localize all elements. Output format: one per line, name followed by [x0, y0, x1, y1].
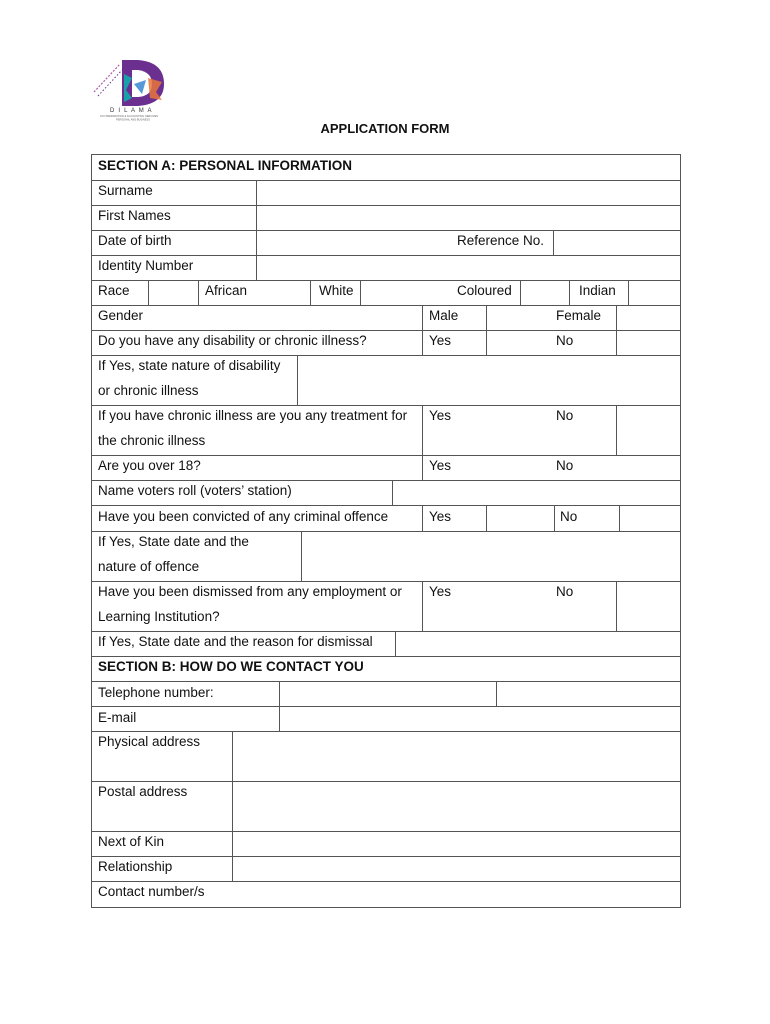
convicted-question: Have you been convicted of any criminal offence	[98, 509, 389, 524]
over-18-yes-checkbox[interactable]	[487, 456, 547, 480]
dismissed-yes-checkbox[interactable]	[487, 582, 547, 631]
telephone-label: Telephone number:	[98, 685, 214, 700]
race-indian-checkbox[interactable]	[629, 281, 680, 305]
gender-label: Gender	[98, 308, 144, 323]
dismissed-no-label: No	[556, 584, 574, 599]
race-indian-label: Indian	[579, 283, 616, 298]
over-18-question: Are you over 18?	[98, 458, 201, 473]
race-white-label: White	[319, 283, 354, 298]
disability-nature-input[interactable]	[298, 356, 680, 405]
convicted-yes-label: Yes	[429, 509, 452, 524]
contact-numbers-input[interactable]	[233, 882, 680, 907]
offence-details-input[interactable]	[302, 532, 680, 581]
dismissed-no-checkbox[interactable]	[617, 582, 680, 631]
treatment-yes-checkbox[interactable]	[487, 406, 547, 455]
disability-nature-label-1: If Yes, state nature of disability	[98, 358, 281, 373]
contact-numbers-label: Contact number/s	[98, 884, 205, 899]
dismissal-reason-input[interactable]	[396, 632, 680, 656]
logo-mark-icon	[94, 60, 164, 106]
voters-roll-label: Name voters roll (voters’ station)	[98, 483, 292, 498]
first-names-input[interactable]	[257, 206, 680, 230]
page-title: APPLICATION FORM	[320, 121, 450, 136]
treatment-question-1: If you have chronic illness are you any treatment for	[98, 408, 408, 423]
convicted-no-label: No	[560, 509, 578, 524]
email-label: E-mail	[98, 710, 137, 725]
company-logo	[92, 54, 192, 124]
over-18-no-checkbox[interactable]	[617, 456, 680, 480]
treatment-question-2: the chronic illness	[98, 433, 206, 448]
dismissed-yes-label: Yes	[429, 584, 452, 599]
disability-question: Do you have any disability or chronic illness?	[98, 333, 367, 348]
relationship-input[interactable]	[233, 857, 680, 881]
disability-no-label: No	[556, 333, 574, 348]
voters-roll-input[interactable]	[393, 481, 680, 505]
convicted-no-checkbox[interactable]	[620, 506, 680, 531]
race-coloured-label: Coloured	[457, 283, 512, 298]
disability-no-checkbox[interactable]	[617, 331, 680, 355]
treatment-no-label: No	[556, 408, 574, 423]
convicted-yes-checkbox[interactable]	[487, 506, 554, 531]
logo-letters: D I L A M A	[110, 108, 153, 114]
next-of-kin-label: Next of Kin	[98, 834, 165, 849]
telephone-input[interactable]	[280, 682, 496, 706]
surname-label: Surname	[98, 183, 153, 198]
treatment-yes-label: Yes	[429, 408, 452, 423]
logo-tagline-2: PERSONAL AND BUSINESS	[116, 118, 150, 122]
relationship-label: Relationship	[98, 859, 173, 874]
treatment-no-checkbox[interactable]	[617, 406, 680, 455]
section-a-heading: SECTION A: PERSONAL INFORMATION	[98, 158, 353, 173]
reference-no-input[interactable]	[554, 231, 680, 255]
dismissal-reason-label: If Yes, State date and the reason for dismissal	[98, 634, 373, 649]
offence-details-label-1: If Yes, State date and the	[98, 534, 249, 549]
dismissed-question-1: Have you been dismissed from any employment or	[98, 584, 402, 599]
postal-address-label: Postal address	[98, 784, 188, 799]
gender-female-checkbox[interactable]	[617, 306, 680, 330]
application-form-table	[91, 154, 681, 908]
gender-male-checkbox[interactable]	[487, 306, 547, 330]
physical-address-input[interactable]	[233, 732, 680, 781]
disability-yes-label: Yes	[429, 333, 452, 348]
physical-address-label: Physical address	[98, 734, 201, 749]
next-of-kin-input[interactable]	[233, 832, 680, 856]
dismissed-question-2: Learning Institution?	[98, 609, 220, 624]
postal-address-input[interactable]	[233, 782, 680, 831]
race-african-label: African	[205, 283, 248, 298]
section-b-heading: SECTION B: HOW DO WE CONTACT YOU	[98, 659, 364, 674]
race-coloured-checkbox[interactable]	[521, 281, 569, 305]
gender-female-label: Female	[556, 308, 602, 323]
first-names-label: First Names	[98, 208, 171, 223]
race-blank-checkbox[interactable]	[149, 281, 198, 305]
race-label: Race	[98, 283, 130, 298]
over-18-yes-label: Yes	[429, 458, 452, 473]
identity-number-input[interactable]	[257, 256, 680, 280]
surname-input[interactable]	[257, 181, 680, 205]
identity-number-label: Identity Number	[98, 258, 194, 273]
reference-no-label: Reference No.	[457, 233, 545, 248]
telephone-alt-input[interactable]	[497, 682, 680, 706]
gender-male-label: Male	[429, 308, 459, 323]
offence-details-label-2: nature of offence	[98, 559, 200, 574]
date-of-birth-input[interactable]	[257, 231, 447, 255]
email-input[interactable]	[280, 707, 680, 731]
disability-yes-checkbox[interactable]	[487, 331, 547, 355]
date-of-birth-label: Date of birth	[98, 233, 172, 248]
disability-nature-label-2: or chronic illness	[98, 383, 199, 398]
logo-tagline-1: TAX PREPARATION & ACCOUNTING SERVICES	[100, 115, 159, 118]
over-18-no-label: No	[556, 458, 574, 473]
race-white-checkbox[interactable]	[361, 281, 451, 305]
